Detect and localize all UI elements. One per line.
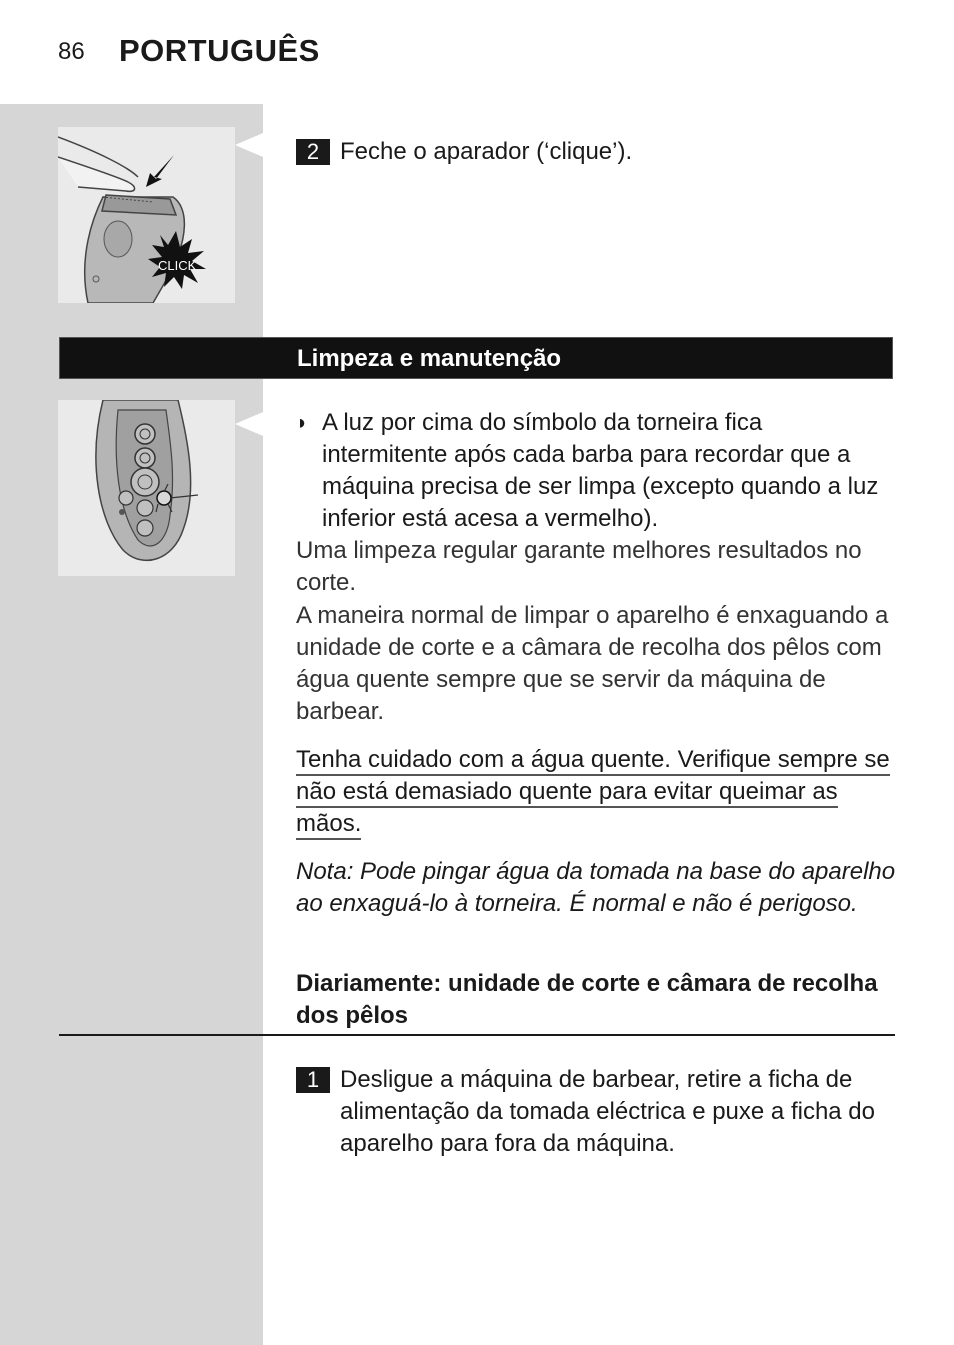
page-title: PORTUGUÊS xyxy=(119,33,320,68)
step-2 xyxy=(296,136,894,168)
shaver-controls-illustration xyxy=(58,400,235,576)
step-number-badge: 1 xyxy=(296,1067,330,1093)
section-title: Limpeza e manutenção xyxy=(297,345,562,372)
section-header xyxy=(59,337,893,379)
warning-underlined: Tenha cuidado com a água quente. Verifique sempre se não está demasiado quente para evitar queimar as mãos. xyxy=(296,746,890,840)
trimmer-close-illustration xyxy=(58,127,235,303)
paragraph-normal-cleaning: A maneira normal de limpar o aparelho é enxaguando a unidade de corte e a câmara de recolha dos pêlos com água quente sempre que se servir da máquina de barbear. xyxy=(296,602,889,725)
divider xyxy=(59,1034,895,1036)
warning-text xyxy=(296,744,896,840)
note-text: Nota: Pode pingar água da tomada na base do aparelho ao enxaguá-lo à torneira. É normal e não é perigoso. xyxy=(296,858,896,917)
paragraph-regular-cleaning: Uma limpeza regular garante melhores resultados no corte. xyxy=(296,537,862,596)
step-1-text: Desligue a máquina de barbear, retire a ficha de alimentação da tomada eléctrica e puxe a ficha do aparelho para fora da máquina. xyxy=(340,1066,875,1157)
callout-pointer xyxy=(235,412,263,436)
callout-pointer xyxy=(235,133,263,157)
step-1 xyxy=(296,1064,896,1160)
page-number: 86 xyxy=(58,38,85,65)
bullet-icon: ◗ xyxy=(296,412,309,434)
bullet-item xyxy=(296,407,894,535)
subheading: Diariamente: unidade de corte e câmara de recolha dos pêlos xyxy=(296,970,878,1029)
step-2-text: Feche o aparador (‘clique’). xyxy=(340,138,633,165)
step-number-badge: 2 xyxy=(296,139,330,165)
click-label: CLICK xyxy=(158,258,197,273)
bullet-text: A luz por cima do símbolo da torneira fica intermitente após cada barba para recordar que a máquina precisa de ser limpa (excepto quando a luz inferior está acesa a vermelho). xyxy=(322,409,879,532)
